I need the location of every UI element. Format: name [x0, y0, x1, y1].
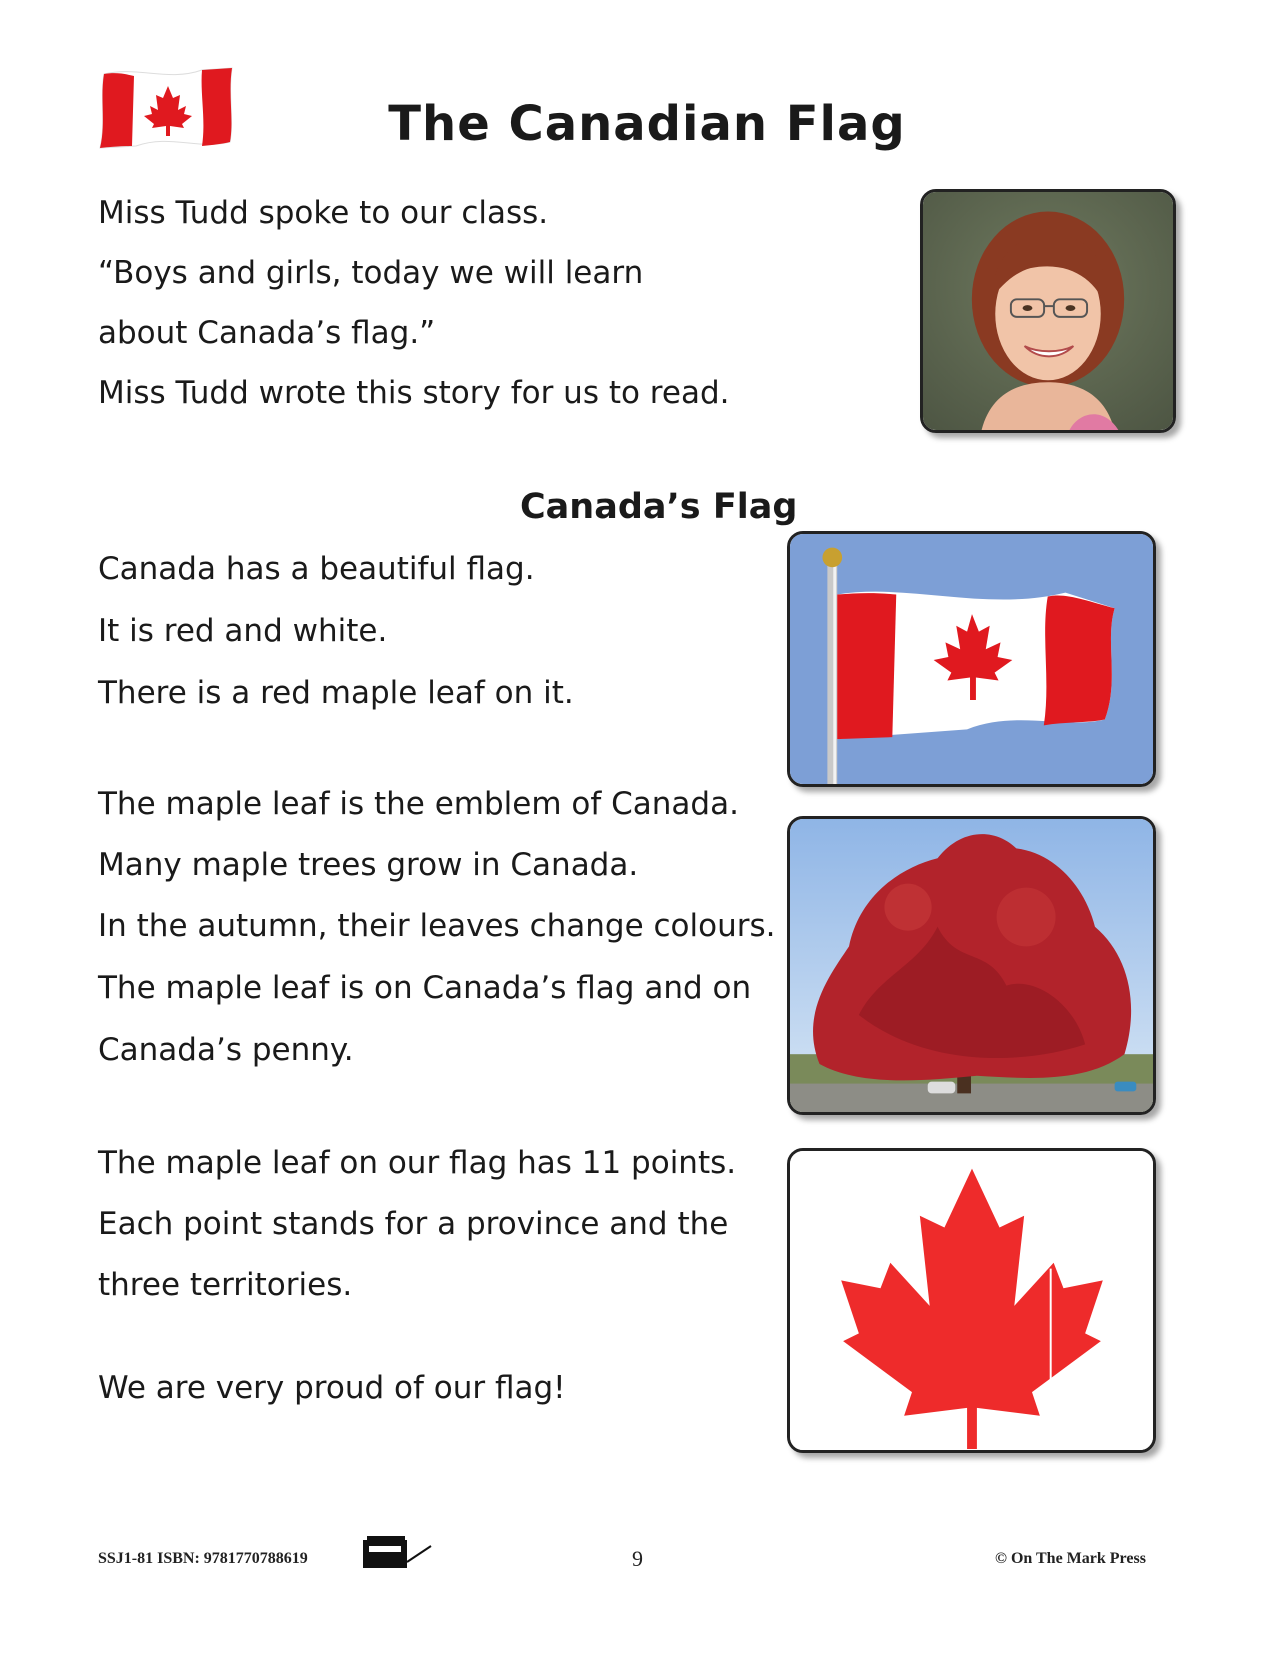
page-number: 9 — [632, 1546, 643, 1571]
maple-leaf-image — [787, 1148, 1156, 1453]
intro-line: Miss Tudd spoke to our class. — [98, 195, 549, 231]
story-line: It is red and white. — [98, 613, 388, 649]
intro-line: “Boys and girls, today we will learn — [98, 255, 644, 291]
teacher-photo — [920, 189, 1176, 433]
story-line: Each point stands for a province and the — [98, 1206, 729, 1242]
maple-tree-photo — [787, 816, 1156, 1115]
footer-code — [98, 1550, 308, 1568]
footer-series: SSJ1-81 — [98, 1550, 154, 1567]
story-line: Canada has a beautiful flag. — [98, 551, 535, 587]
intro-line: Miss Tudd wrote this story for us to read. — [98, 375, 730, 411]
footer-copyright: © On The Mark Press — [995, 1550, 1146, 1567]
story-title: Canada’s Flag — [520, 487, 798, 527]
story-line: The maple leaf is on Canada’s flag and on — [98, 970, 752, 1006]
closing-line: We are very proud of our flag! — [98, 1370, 566, 1406]
story-line: There is a red maple leaf on it. — [98, 675, 574, 711]
story-line: The maple leaf on our flag has 11 points. — [98, 1145, 737, 1181]
story-line: Canada’s penny. — [98, 1032, 354, 1068]
story-line: In the autumn, their leaves change colours. — [98, 908, 776, 944]
page-title: The Canadian Flag — [388, 96, 906, 152]
flag-photo — [787, 531, 1156, 787]
book-logo-icon — [361, 1532, 433, 1570]
intro-line: about Canada’s flag.” — [98, 315, 436, 351]
story-line: three territories. — [98, 1267, 353, 1303]
story-line: Many maple trees grow in Canada. — [98, 847, 639, 883]
story-line: The maple leaf is the emblem of Canada. — [98, 786, 739, 822]
footer-isbn: ISBN: 9781770788619 — [157, 1550, 308, 1567]
